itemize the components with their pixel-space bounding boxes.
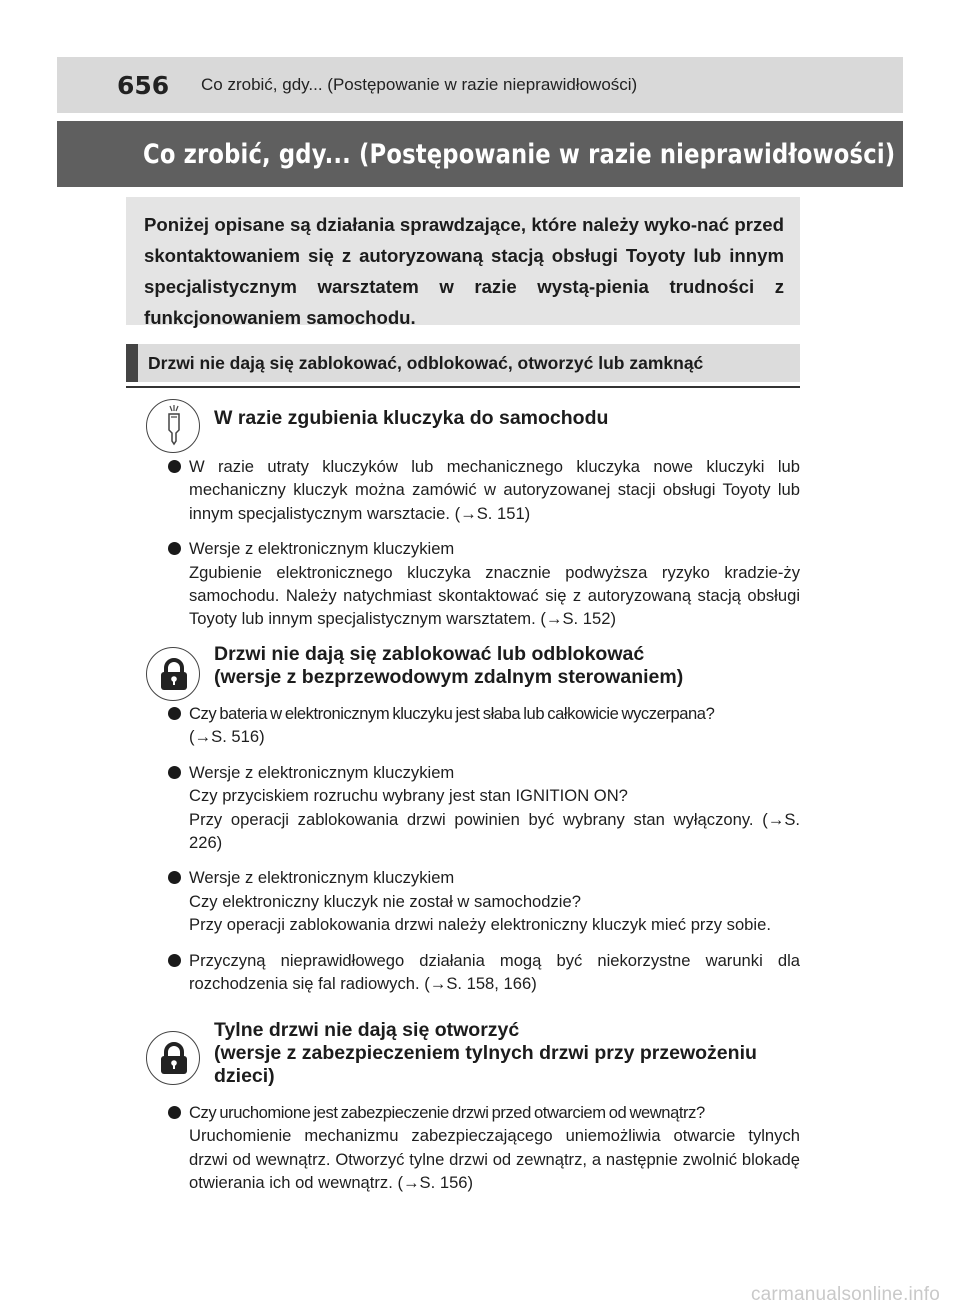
section-heading: Drzwi nie dają się zablokować, odblokować, otworzyć lub zamknąć [148,352,704,373]
section-heading-bar [126,344,800,382]
subsection-title: Tylne drzwi nie dają się otworzyć (wersje z zabezpieczeniem tylnych drzwi przy przewożeniu dzieci) [214,1019,757,1087]
subsection-rear-door-items [168,1101,800,1207]
list-item: Czy uruchomione jest zabezpieczenie drzwi przed otwarciem od wewnątrz? Uruchomienie mechanizmu zabezpieczającego uniemożliwia otwarcie tylnych drzwi od wewnątrz. Otworzyć tylne drzwi od zewnątrz, a następnie zwolnić blokadę otwierania ich od wewnątrz. (→S. 156) [168,1101,800,1195]
subsection-title: W razie zgubienia kluczyka do samochodu [214,407,609,429]
chapter-title-bar [57,121,903,187]
watermark: carmanualsonline.info [750,1284,940,1305]
subsection-title: Drzwi nie dają się zablokować lub odblokować (wersje z bezprzewodowym zdalnym sterowaniem) [214,643,684,688]
bullet-icon [168,871,181,884]
bullet-icon [168,954,181,967]
page-number: 656 [117,70,170,100]
list-item: W razie utraty kluczyków lub mechanicznego kluczyka nowe kluczyki lub mechaniczny kluczyk można zamówić w autoryzowanej stacji obsługi Toyoty lub innym specjalistycznym warsztacie. (→S. 151) [168,455,800,525]
padlock-icon [146,647,200,701]
intro-box: Poniżej opisane są działania sprawdzające, które należy wyko-nać przed skontaktowaniem się z autoryzowaną stacją obsługi Toyoty lub innym specjalistycznym warsztatem w razie wystą-pienia trudności z funkcjonowaniem samochodu. [126,197,800,325]
running-title: Co zrobić, gdy... (Postępowanie w razie nieprawidłowości) [201,75,638,94]
key-icon [146,399,200,453]
list-item: Przyczyną nieprawidłowego działania mogą być niekorzystne warunki dla rozchodzenia się fal radiowych. (→S. 158, 166) [168,949,800,996]
chapter-title: Co zrobić, gdy... (Postępowanie w razie nieprawidłowości) [143,138,896,170]
list-item: Wersje z elektronicznym kluczykiem Czy przyciskiem rozruchu wybrany jest stan IGNITION ON? Przy operacji zablokowania drzwi powinien być wybrany stan wyłączony. (→S. 226) [168,761,800,855]
subsection-lock-unlock-items [168,702,800,1007]
bullet-icon [168,1106,181,1119]
section-divider [126,386,800,388]
list-item: Wersje z elektronicznym kluczykiem Czy elektroniczny kluczyk nie został w samochodzie? Przy operacji zablokowania drzwi należy elektroniczny kluczyk mieć przy sobie. [168,866,800,936]
bullet-icon [168,460,181,473]
list-item: Czy bateria w elektronicznym kluczyku jest słaba lub całkowicie wyczerpana? (→S. 516) [168,702,800,749]
bullet-icon [168,766,181,779]
subsection-lost-key-items [168,455,800,643]
list-item: Wersje z elektronicznym kluczykiem Zgubienie elektronicznego kluczyka znacznie podwyższa ryzyko kradzie-ży samochodu. Należy natychmiast skontaktować się z autoryzowaną stacją obsługi Toyoty lub innym specjalistycznym warsztatem. (→S. 152) [168,537,800,631]
bullet-icon [168,707,181,720]
padlock-icon [146,1031,200,1085]
page-header [57,57,903,113]
bullet-icon [168,542,181,555]
